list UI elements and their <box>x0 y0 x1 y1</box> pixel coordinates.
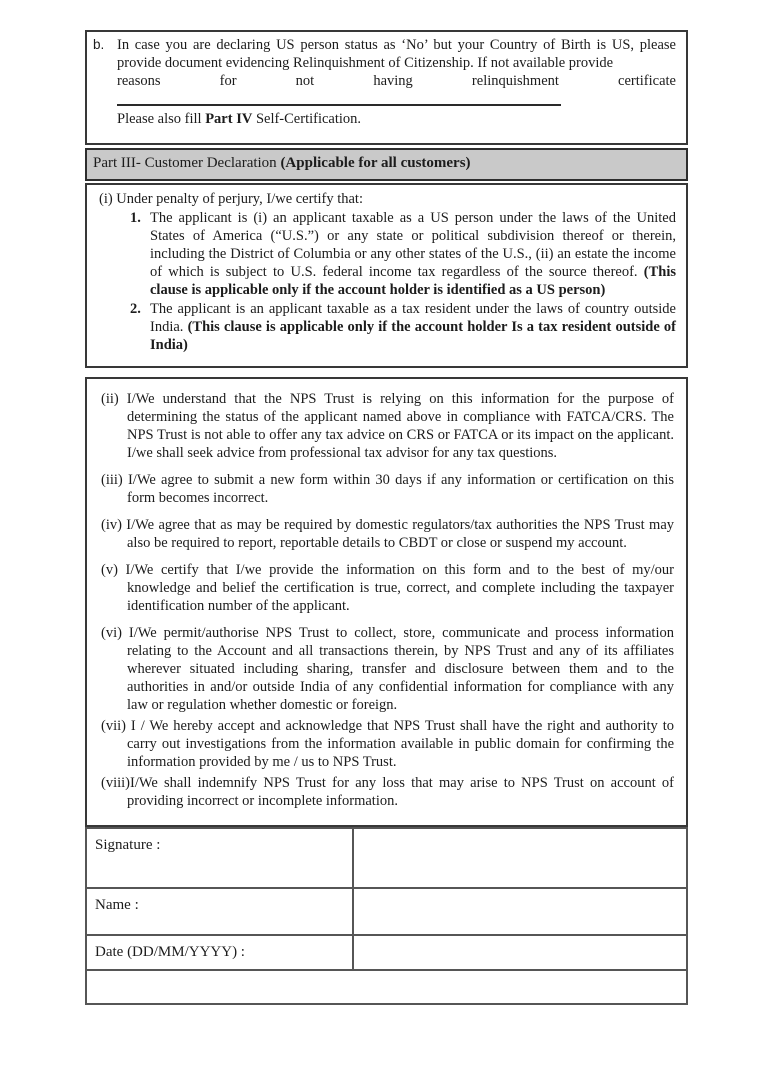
declaration-text: I/We agree to submit a new form within 30 days if any information or certification on this form becomes incorrect. <box>127 472 675 507</box>
item-text-bold: (This clause is applicable only if the account holder is identified as a US person) <box>150 263 676 298</box>
declaration-marker: (iv) <box>101 517 122 534</box>
item-text: The applicant is (i) an applicant taxable as a US person under the laws of the United States of America (“U.S.”) or any state or political subdivision thereof or therein, including the District of Columbia or any other states of the U.S., (ii) an estate the income of which is subject to U.S. federal income tax regardless of the source thereof. <box>150 209 676 280</box>
declaration-item-iii <box>101 472 674 508</box>
item-number: 1. <box>130 209 141 226</box>
part4-note-suffix: Self-Certification. <box>252 110 362 127</box>
name-value-cell[interactable] <box>354 889 686 934</box>
part3-header <box>85 148 688 181</box>
declaration-item-v <box>101 562 674 616</box>
section-b-paragraph <box>93 37 676 73</box>
declarations-box <box>85 377 688 826</box>
certification-item-2 <box>99 301 676 355</box>
section-b-box <box>85 30 688 145</box>
declaration-text: I/We understand that the NPS Trust is relying on this information for the purpose of determining the status of the applicant named above in compliance with FATCA/CRS. The NPS Trust is not able to offer any tax advice on CRS or FATCA or its impact on the applicant. I/we shall seek advice from professional tax advisor for any tax questions. <box>126 391 674 462</box>
certification-box <box>85 183 688 369</box>
declaration-marker: (v) <box>101 562 118 579</box>
declaration-item-ii <box>101 391 674 463</box>
declaration-text: I/We permit/authorise NPS Trust to collect, store, communicate and process information relating to the Account and all transactions therein, by NPS Trust and any of its affiliates wherever situated including sharing, transfer and disclosure between them and to the authorities in and/or outside India of any confidential information for compliance with any law or regulation whether domestic or foreign. <box>127 625 674 713</box>
declaration-text: I/We shall indemnify NPS Trust for any loss that may arise to NPS Trust on account of providing incorrect or incomplete information. <box>127 774 674 809</box>
name-row <box>87 889 686 936</box>
date-value-cell[interactable] <box>354 936 686 969</box>
declaration-text: I/We agree that as may be required by domestic regulators/tax authorities the NPS Trust may also be required to report, reportable details to CBDT or close or suspend my account. <box>126 517 674 552</box>
form-page <box>85 30 688 1005</box>
name-label: Name : <box>87 889 354 934</box>
signature-label: Signature : <box>87 829 354 887</box>
part4-note-bold: Part IV <box>205 110 253 127</box>
declaration-marker: (vi) <box>101 625 122 642</box>
section-b-stretched-line: reasons for not having relinquishment certificate <box>117 72 676 89</box>
part4-note <box>93 111 676 129</box>
declaration-marker: (ii) <box>101 391 119 408</box>
declaration-item-vii <box>101 718 674 772</box>
empty-cell <box>87 971 686 1003</box>
part4-note-prefix: Please also fill <box>117 110 206 127</box>
signature-value-cell[interactable] <box>354 829 686 887</box>
part3-header-title: Part III- Customer Declaration <box>93 155 281 171</box>
section-b-text: In case you are declaring US person status as ‘No’ but your Country of Birth is US, please provide document evidencing Relinquishment of Citizenship. If not available provide <box>117 37 676 71</box>
certification-item-1 <box>99 210 676 300</box>
declaration-text: I / We hereby accept and acknowledge that NPS Trust shall have the right and authority to carry out investigations from the information available in public domain for confirming the information provided by me / us to NPS Trust. <box>127 717 675 770</box>
declaration-text: I/We certify that I/we provide the information on this form and to the best of my/our knowledge and belief the certification is true, correct, and complete including the taxpayer identification number of the applicant. <box>125 562 675 615</box>
empty-row <box>87 971 686 1003</box>
declaration-item-iv <box>101 517 674 553</box>
signature-row <box>87 829 686 889</box>
reason-blank-line-field[interactable] <box>117 104 561 106</box>
declaration-marker: (viii) <box>101 774 130 791</box>
declaration-item-viii <box>101 775 674 811</box>
part3-header-title-bold: (Applicable for all customers) <box>280 155 471 171</box>
section-b-marker: b. <box>93 37 105 52</box>
signature-table <box>85 827 688 1005</box>
item-text-bold: (This clause is applicable only if the account holder Is a tax resident outside of India) <box>150 318 676 353</box>
declaration-marker: (vii) <box>101 717 126 734</box>
item-number: 2. <box>130 300 141 317</box>
date-row <box>87 936 686 971</box>
date-label: Date (DD/MM/YYYY) : <box>87 936 354 969</box>
declaration-marker: (iii) <box>101 472 123 489</box>
declaration-item-vi <box>101 625 674 715</box>
certification-intro: (i) Under penalty of perjury, I/we certify that: <box>99 190 363 207</box>
item-text: The applicant is an applicant taxable as a tax resident under the laws of country outside India. <box>150 300 676 335</box>
